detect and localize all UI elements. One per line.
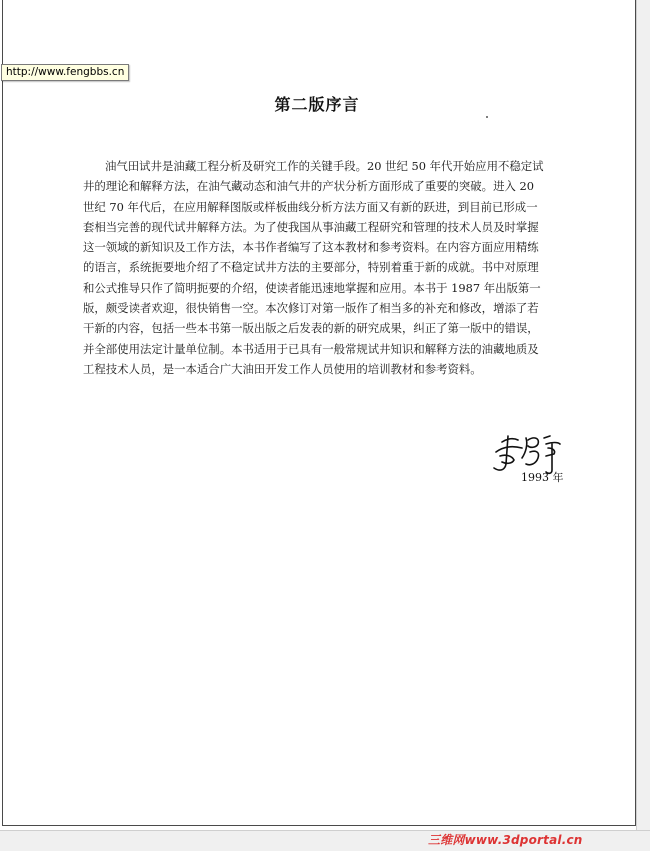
paragraph-line: 并全部使用法定计量单位制。本书适用于已具有一般常规试井知识和解释方法的油藏地质及 [83,341,539,356]
scan-speck [486,116,488,118]
url-tooltip: http://www.fengbbs.cn [1,64,129,81]
page-title: 第二版序言 [274,95,360,114]
paragraph-line: 和公式推导只作了简明扼要的介绍，使读者能迅速地掌握和应用。本书于 1987 年出版第一 [83,280,541,295]
paragraph-line: 世纪 70 年代后，在应用解释图版或样板曲线分析方法方面又有新的跃进，到目前已形成一 [83,199,538,214]
preface-body [83,156,610,379]
paragraph-line: 油气田试井是油藏工程分析及研究工作的关键手段。20 世纪 50 年代开始应用不稳定试 [105,159,544,173]
site-watermark: 三维网www.3dportal.cn [428,833,583,847]
paragraph-line: 这一领域的新知识及工作方法，本书作者编写了这本教材和参考资料。在内容方面应用精练 [83,240,539,255]
paragraph-line: 版，颇受读者欢迎，很快销售一空。本次修订对第一版作了相当多的补充和修改，增添了若 [83,301,539,316]
paragraph-line: 井的理论和解释方法，在油气藏动态和油气井的产状分析方面形成了重要的突破。进入 20 [83,179,534,194]
vertical-scrollbar[interactable] [636,0,650,830]
signature-date: 1993 年 [521,471,564,484]
paragraph-line: 的语言，系统扼要地介绍了不稳定试井方法的主要部分，特别着重于新的成就。书中对原理 [83,260,539,275]
paragraph-line: 干新的内容，包括一些本书第一版出版之后发表的新的研究成果，纠正了第一版中的错误， [83,321,539,336]
paragraph-line: 工程技术人员，是一本适合广大油田开发工作人员使用的培训教材和参考资料。 [83,361,482,376]
paragraph-line: 套相当完善的现代试井解释方法。为了使我国从事油藏工程研究和管理的技术人员及时掌握 [83,219,539,234]
document-page [2,0,636,826]
